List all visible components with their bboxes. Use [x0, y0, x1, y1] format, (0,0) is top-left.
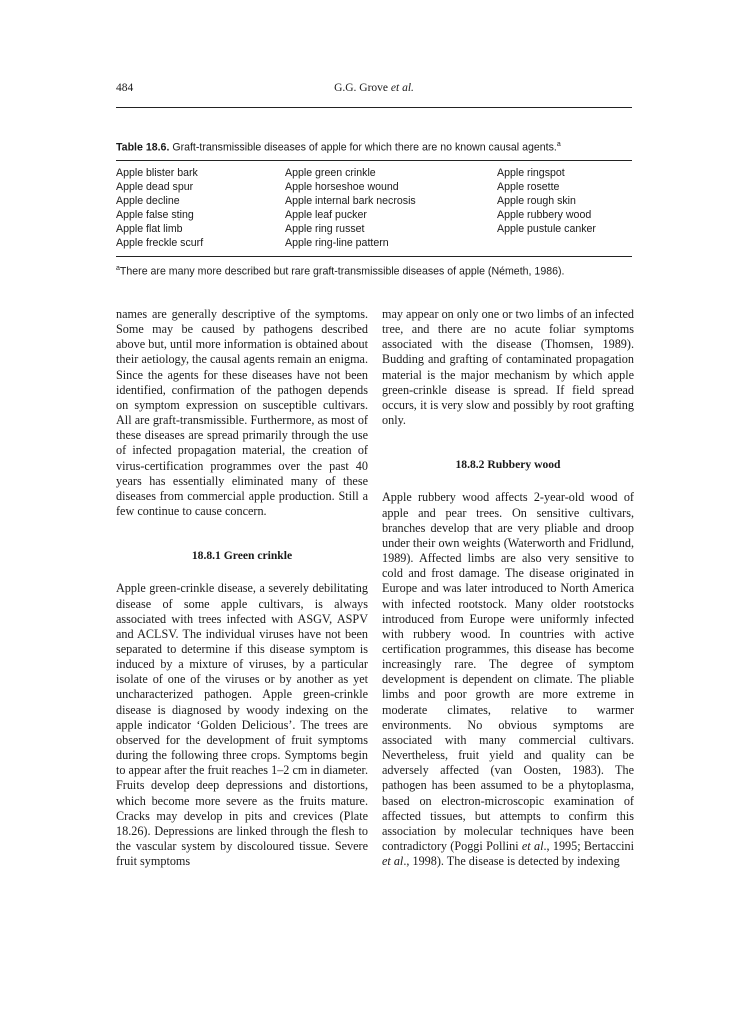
table-footnote-mark: a [116, 264, 120, 272]
table-cell: Apple horseshoe wound [285, 180, 399, 193]
table-column-2 [285, 166, 497, 250]
header-rule [116, 107, 632, 108]
left-text-column [116, 307, 368, 869]
table-cell: Apple blister bark [116, 166, 198, 179]
section-heading-rubbery-wood: 18.8.2 Rubbery wood [455, 458, 561, 472]
running-head-etal: et al. [390, 82, 414, 94]
table-column-3 [497, 166, 632, 250]
body-paragraph: Apple green-crinkle disease, a severely debilitating disease of some apple cultivars, is always associated with trees infected with ASGV, ASPV and ACLSV. The individual viruses have not been separated to determine if this disease symptom is induced by a mixture of viruses, by a particular isolate of one of the viruses or by another as yet uncharacterized pathogen. Apple green-crinkle disease is diagnosed by woody indexing on the apple indicator ‘Golden Delicious’. The trees are observed for the development of fruit symptoms during the following three crops. Symptoms begin to appear after the fruit reaches 1–2 cm in diameter. Fruits develop deep depressions and distortions, which become more severe as the fruits mature. Cracks may develop in pits and crevices (Plate 18.26). Depressions are linked through the flesh to the vascular system by discoloured tissue. Severe fruit symptoms [116, 581, 368, 869]
running-header [116, 80, 632, 100]
running-head-authors: G.G. Grove [334, 82, 391, 94]
running-head [116, 82, 632, 94]
table-cell: Apple freckle scurf [116, 236, 204, 249]
table-cell: Apple green crinkle [285, 166, 376, 179]
table-cell: Apple internal bark necrosis [285, 194, 416, 207]
table-footnote-text: There are many more described but rare graft-transmissible diseases of apple (Németh, 1986). [119, 265, 565, 278]
body-paragraph: may appear on only one or two limbs of an infected tree, and there are no acute foliar symptoms associated with the disease (Thomsen, 1989). Budding and grafting of contaminated propagation material is the major mechanism by which apple green-crinkle disease is spread. If field spread occurs, it is very slow and possibly by root grafting only. [382, 307, 634, 428]
table-body [116, 161, 632, 256]
table-footnote [116, 262, 632, 279]
table-label: Table 18.6. [116, 141, 170, 154]
right-text-column [382, 307, 634, 869]
table-cell: Apple ring-line pattern [285, 236, 389, 249]
table-cell: Apple rosette [497, 180, 560, 193]
table-cell: Apple false sting [116, 208, 194, 221]
table-cell: Apple pustule canker [497, 222, 596, 235]
text-run: ., 1995; Bertaccini [543, 839, 634, 853]
table-caption-text: Graft-transmissible diseases of apple for which there are no known causal agents. [169, 141, 557, 154]
table-cell: Apple rubbery wood [497, 208, 592, 221]
et-al-italic: et al [521, 839, 544, 853]
table-cell: Apple dead spur [116, 180, 194, 193]
page-number: 484 [116, 82, 134, 94]
table-cell: Apple ringspot [497, 166, 565, 179]
section-heading-green-crinkle: 18.8.1 Green crinkle [191, 549, 293, 563]
table-bottom-rule [116, 256, 632, 257]
table-cell: Apple leaf pucker [285, 208, 367, 221]
text-run: ., 1998). The disease is detected by indexing [403, 854, 620, 869]
table-18-6 [116, 138, 632, 278]
et-al-italic: et al [382, 854, 404, 869]
table-cell: Apple decline [116, 194, 180, 207]
table-column-1 [116, 166, 285, 250]
table-cell: Apple flat limb [116, 222, 183, 235]
body-paragraph: names are generally descriptive of the symptoms. Some may be caused by pathogens described above but, until more information is obtained about their aetiology, the causal agents remain an enigma. Since the agents for these diseases have not been identified, confirmation of the pathogen depends on symptom expression on susceptible cultivars. All are graft-transmissible. Furthermore, as most of these diseases are spread primarily through the use of infected propagation material, the creation of virus-certification programmes over the past 40 years has essentially eliminated many of these diseases from commercial apple production. Still a few continue to cause concern. [116, 307, 369, 519]
table-cell: Apple ring russet [285, 222, 365, 235]
table-cell: Apple rough skin [497, 194, 576, 207]
table-caption-mark: a [556, 141, 561, 148]
table-caption [116, 138, 632, 155]
text-run: Apple rubbery wood affects 2-year-old wood of apple and pear trees. On sensitive cultivars, branches develop that are very pliable and droop under their own weights (Waterworth and Fridlund, 1989). Affected limbs are also very sensitive to cold and frost damage. The disease originated in Europe and was later introduced to North America with infected rootstock. Many older rootstocks introduced from Europe were uniformly infected with rubbery wood. In countries with active certification programmes, this disease has become increasingly rare. The degree of symptom development is dependent on climate. The pliable limbs and poor growth are more extreme in moderate climates, relative to warmer environments. No obvious symptoms are associated with many commercial cultivars. Nevertheless, fruit yield and quality can be adversely affected (van Oosten, 1983). The pathogen has been assumed to be a phytoplasma, based on electron-microscopic examination of affected tissues, but attempts to confirm this association by molecular techniques have been contradictory (Poggi Pollini [382, 490, 634, 853]
body-paragraph [382, 490, 634, 869]
